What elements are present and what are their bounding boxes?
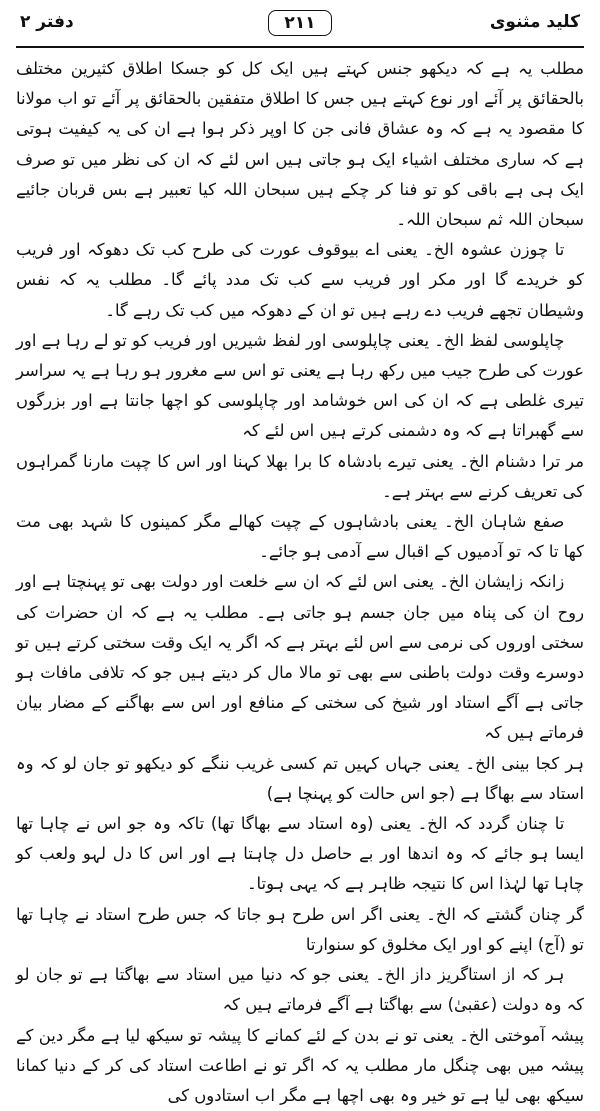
paragraph-mar-tura: مر ترا دشنام الخ۔ یعنی تیرے بادشاہ کا برا بھلا کہنا اور اس کا چپت مارنا گمراہوں کی تعریف کرنے سے بہتر ہے۔ [16, 447, 584, 507]
paragraph-chaplusi: چاپلوسی لفظ الخ۔ یعنی چاپلوسی اور لفظ شیریں اور فریب کو تو لے رہا ہے اور عورت کی طرح جیب میں رکھ رہا ہے یعنی تو اس سے مغرور ہو رہا ہے یہ سراسر تیری غلطی ہے کہ ان کی اس خوشامد اور چاپلوسی کو اچھا جانتا ہے اور بزرگوں سے گھبراتا ہے کہ وہ دشمنی کرتے ہیں اس لئے کہ [16, 326, 584, 447]
paragraph-ta-chunan: تا چنان گردد کہ الخ۔ یعنی (وہ استاد سے بھاگا تھا) تاکہ وہ جو اس نے چاہا تھا ایسا ہو جائے کہ وہ اندھا اور بے حاصل دل چاہتا ہے اور اس کا دل لہو ولعب کو چاہا تھا لہٰذا اس کا نتیجہ ظاہر ہے کہ یہی ہوتا۔ [16, 809, 584, 900]
volume-label: دفتر ۲ [20, 12, 74, 32]
paragraph-gar-chunan: گر چنان گشتے کہ الخ۔ یعنی اگر اس طرح ہو جاتا کہ جس طرح استاد نے چاہا تھا تو (آج) اپنے کو اور ایک مخلوق کو سنوارتا [16, 900, 584, 960]
paragraph-har-ke-az-ustad: ہر کہ از استاگریز داز الخ۔ یعنی جو کہ دنیا میں استاد سے بھاگتا ہے تو جان لو کہ وہ دولت (عقبیٰ) سے بھاگتا ہے آگے فرماتے ہیں کہ [16, 960, 584, 1020]
paragraph-ta-chu-zan: تا چوزن عشوہ الخ۔ یعنی اے بیوقوف عورت کی طرح کب تک دھوکہ اور فریب کو خریدے گا اور مکر اور فریب سے کب تک مدد پائے گا۔ مطلب یہ کہ نفس وشیطان تجھے فریب دے رہے ہیں تو ان کے دھوکہ میں کب تک رہے گا۔ [16, 235, 584, 326]
book-title: کلید مثنوی [490, 12, 580, 32]
paragraph-pesha-amokhti: پیشہ آموختی الخ۔ یعنی تو نے بدن کے لئے کمانے کا پیشہ تو سیکھ لیا ہے مگر دین کے پیشہ میں بھی چنگل مار مطلب یہ کہ اگر تو نے اطاعت استاد کی کر کے دنیا کمانا سیکھ بھی لیا ہے تو خیر وہ بھی اچھا ہے مگر اب استادوں کی [16, 1021, 584, 1111]
paragraph-har-kuja: ہر کجا بینی الخ۔ یعنی جہاں کہیں تم کسی غریب ننگے کو دیکھو تو جان لو کہ وہ استاد سے بھاگا ہے (جو اس حالت کو پہنچا ہے) [16, 749, 584, 809]
page-body [16, 48, 584, 1111]
paragraph-zanke: زانکہ زایشان الخ۔ یعنی اس لئے کہ ان سے خلعت اور دولت بھی تو پہنچتا ہے اور روح ان کی پناہ میں جان جسم ہو جاتی ہے۔ مطلب یہ ہے کہ ان حضرات کی سختی اوروں کی نرمی سے اس لئے بہتر ہے کہ اگر یہ ایک وقت سختی کرتے ہیں تو دوسرے وقت دولت باطنی سے بھی تو مالا مال کر دیتے ہیں جو کہ تلافی مافات ہو جاتی ہے آگے استاد اور شیخ کی سختی کے منافع اور اس سے بھاگنے کے مضار بیان فرماتے ہیں کہ [16, 567, 584, 748]
page-number: ۲۱۱ [268, 10, 332, 36]
paragraph-genus-species: مطلب یہ ہے کہ دیکھو جنس کہتے ہیں ایک کل کو جسکا اطلاق کثیرین مختلف بالحقائق پر آئے اور نوع کہتے ہیں جس کا اطلاق متفقین بالحقائق پر آئے تو اب مولانا کا مقصود یہ ہے کہ وہ عشاق فانی جن کا اوپر ذکر ہوا ہے ان کی یہ کیفیت ہوتی ہے کہ ساری مختلف اشیاء ایک ہو جاتی ہیں اس لئے کہ ان کی نظر میں تو صرف ایک ہی ہے باقی کو تو فنا کر چکے ہیں سبحان اللہ کیا تعبیر ہے بس قربان جائیے سبحان اللہ ثم سبحان اللہ۔ [16, 54, 584, 235]
paragraph-safa-shahan: صفع شاہان الخ۔ یعنی بادشاہوں کے چپت کھالے مگر کمینوں کا شہد بھی مت کھا تا کہ تو آدمیوں کے اقبال سے آدمی ہو جائے۔ [16, 507, 584, 567]
page-header [16, 6, 584, 48]
